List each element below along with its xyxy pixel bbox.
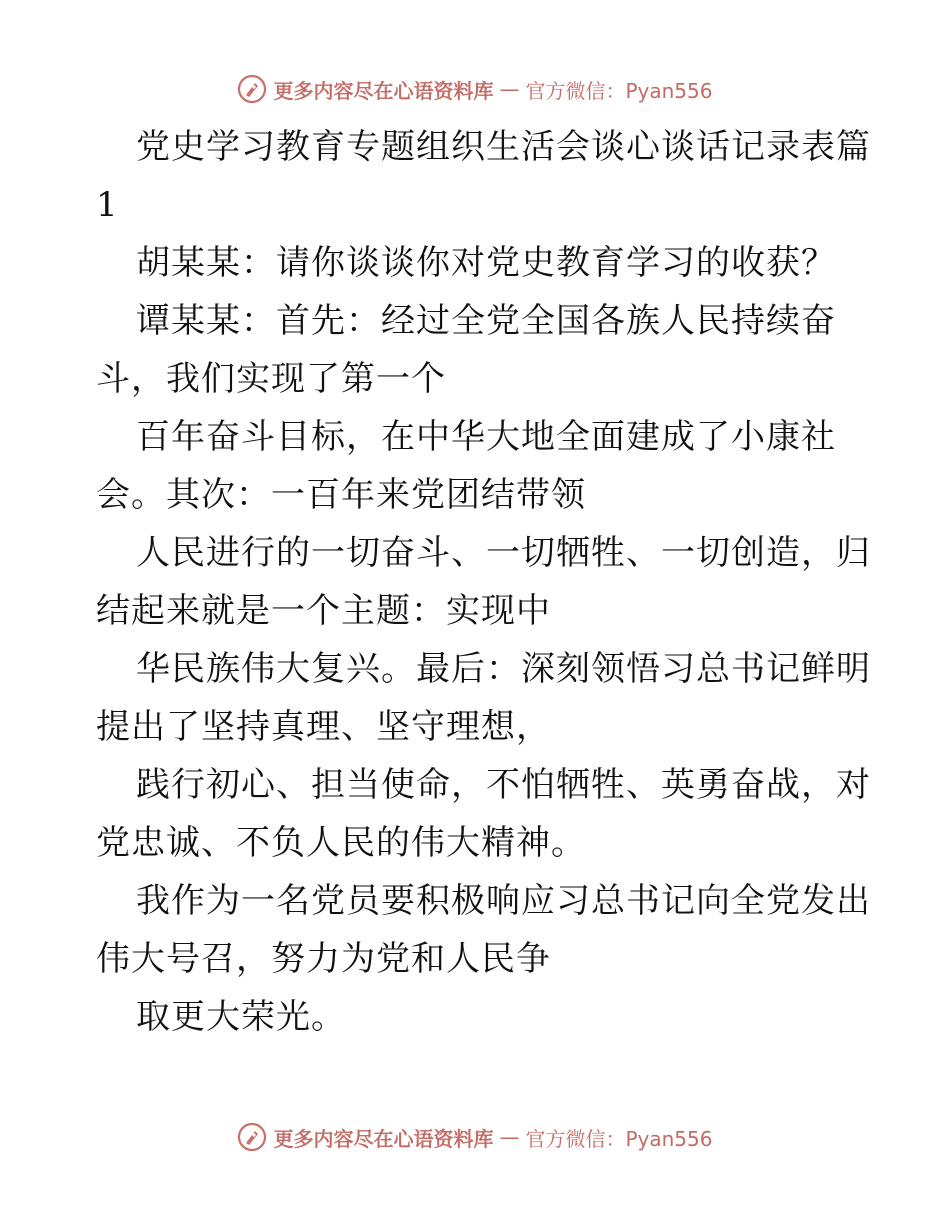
banner-separator: — bbox=[499, 1125, 520, 1149]
paragraph-line: 斗，我们实现了第一个 bbox=[96, 359, 446, 399]
paragraph-line: 胡某某：请你谈谈你对党史教育学习的收获？ bbox=[136, 243, 836, 283]
paragraph-line: 党忠诚、不负人民的伟大精神。 bbox=[96, 823, 586, 863]
banner-separator: — bbox=[499, 77, 520, 101]
pen-nib-logo-icon bbox=[237, 1122, 267, 1152]
header-watermark-banner bbox=[0, 74, 950, 104]
paragraph-line: 人民进行的一切奋斗、一切牺牲、一切创造，归 bbox=[136, 533, 871, 573]
paragraph-line: 提出了坚持真理、坚守理想， bbox=[96, 707, 551, 747]
paragraph-line: 我作为一名党员要积极响应习总书记向全党发出 bbox=[136, 881, 871, 921]
banner-wechat: 官方微信：Pyan556 bbox=[525, 78, 713, 103]
paragraph-line: 伟大号召，努力为党和人民争 bbox=[96, 939, 551, 979]
document-title-line-1: 党史学习教育专题组织生活会谈心谈话记录表篇 bbox=[136, 127, 871, 167]
banner-text: 更多内容尽在心语资料库 bbox=[273, 78, 494, 103]
paragraph-line: 谭某某：首先：经过全党全国各族人民持续奋 bbox=[136, 301, 836, 341]
banner-text: 更多内容尽在心语资料库 bbox=[273, 1126, 494, 1151]
paragraph-line: 取更大荣光。 bbox=[136, 997, 346, 1037]
footer-watermark-banner bbox=[0, 1122, 950, 1152]
banner-wechat: 官方微信：Pyan556 bbox=[525, 1126, 713, 1151]
document-body bbox=[96, 118, 871, 1046]
paragraph-line: 华民族伟大复兴。最后：深刻领悟习总书记鲜明 bbox=[136, 649, 871, 689]
document-title-line-2: 1 bbox=[96, 185, 119, 225]
paragraph-line: 百年奋斗目标，在中华大地全面建成了小康社 bbox=[136, 417, 836, 457]
paragraph-line: 结起来就是一个主题：实现中 bbox=[96, 591, 551, 631]
paragraph-line: 会。其次：一百年来党团结带领 bbox=[96, 475, 586, 515]
pen-nib-logo-icon bbox=[237, 74, 267, 104]
paragraph-line: 践行初心、担当使命，不怕牺牲、英勇奋战，对 bbox=[136, 765, 871, 805]
